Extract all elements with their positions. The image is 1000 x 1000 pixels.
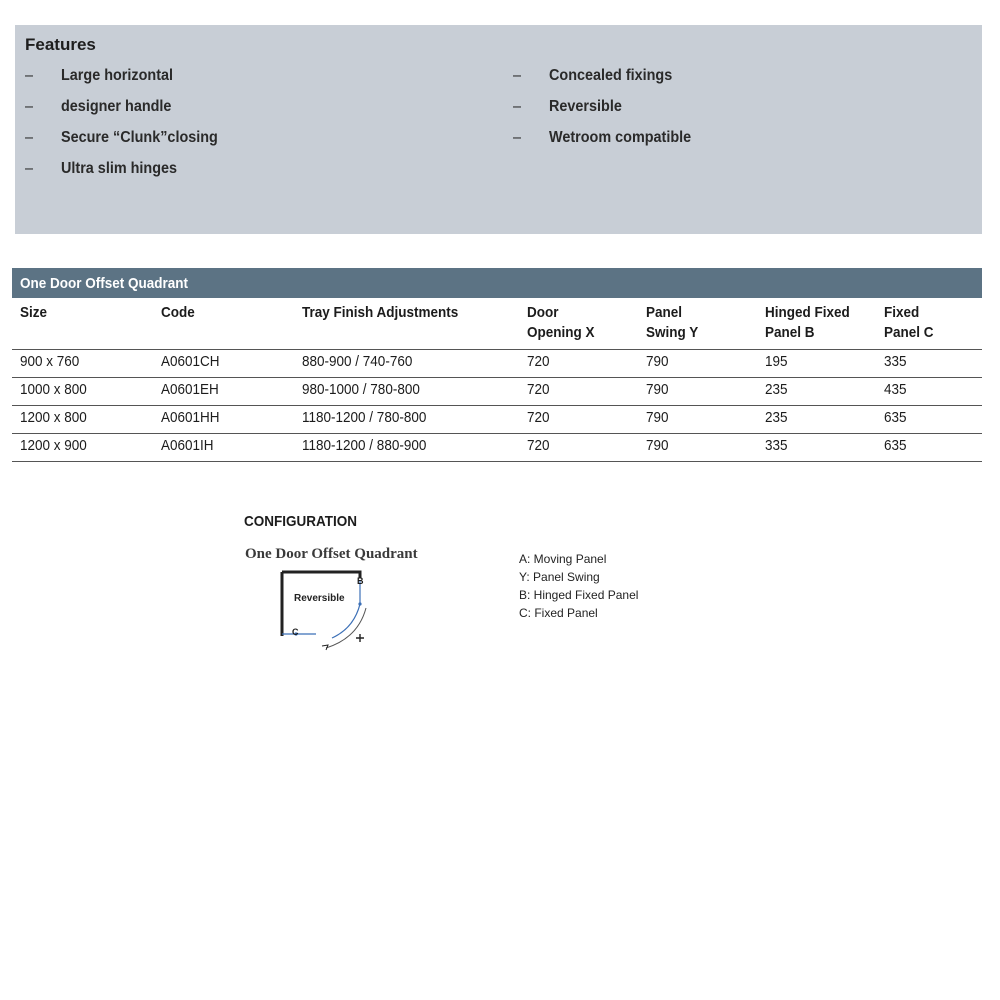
legend-item: Y: Panel Swing bbox=[519, 570, 600, 584]
cell-size: 1000 x 800 bbox=[12, 378, 153, 406]
features-list-left bbox=[25, 65, 239, 189]
cell-hinged-fixed: 335 bbox=[757, 434, 876, 462]
plus-marker bbox=[356, 634, 364, 642]
legend-item: B: Hinged Fixed Panel bbox=[519, 588, 639, 602]
cell-fixed-panel: 335 bbox=[876, 350, 982, 378]
bullet-dash: – bbox=[25, 160, 34, 177]
cell-panel-swing: 790 bbox=[638, 378, 757, 406]
feature-item bbox=[513, 65, 691, 96]
table-row bbox=[12, 434, 982, 462]
spec-table bbox=[12, 299, 982, 462]
col-header-tray-finish: Tray Finish Adjustments bbox=[294, 299, 519, 350]
table-row bbox=[12, 378, 982, 406]
cell-size: 1200 x 900 bbox=[12, 434, 153, 462]
table-header-row bbox=[12, 299, 982, 350]
feature-item bbox=[25, 158, 218, 189]
cell-tray-finish: 980-1000 / 780-800 bbox=[294, 378, 519, 406]
cell-code: A0601CH bbox=[153, 350, 294, 378]
swing-arrow-head bbox=[322, 645, 328, 650]
cell-door-opening: 720 bbox=[519, 434, 638, 462]
cell-tray-finish: 1180-1200 / 780-800 bbox=[294, 406, 519, 434]
col-header-fixed-panel: Fixed Panel C bbox=[876, 299, 982, 350]
feature-item bbox=[513, 96, 691, 127]
features-panel bbox=[15, 25, 982, 234]
table-title-bar bbox=[12, 268, 982, 298]
diagram-title: One Door Offset Quadrant bbox=[245, 546, 418, 562]
features-title: Features bbox=[25, 35, 96, 54]
cell-hinged-fixed: 235 bbox=[757, 378, 876, 406]
col-header-door-opening: Door Opening X bbox=[519, 299, 638, 350]
cell-fixed-panel: 635 bbox=[876, 434, 982, 462]
table-row bbox=[12, 406, 982, 434]
cell-panel-swing: 790 bbox=[638, 434, 757, 462]
cell-hinged-fixed: 195 bbox=[757, 350, 876, 378]
col-header-size: Size bbox=[12, 299, 153, 350]
cell-code: A0601EH bbox=[153, 378, 294, 406]
bullet-dash: – bbox=[25, 129, 34, 146]
bullet-dash: – bbox=[25, 67, 34, 84]
feature-text: Large horizontal bbox=[61, 67, 174, 84]
col-header-hinged-fixed: Hinged Fixed Panel B bbox=[757, 299, 876, 350]
cell-tray-finish: 1180-1200 / 880-900 bbox=[294, 434, 519, 462]
moving-panel-a bbox=[332, 604, 360, 638]
cell-code: A0601IH bbox=[153, 434, 294, 462]
table-row bbox=[12, 350, 982, 378]
cell-fixed-panel: 635 bbox=[876, 406, 982, 434]
feature-text: Secure “Clunk”closing bbox=[61, 129, 218, 146]
diagram-label-reversible: Reversible bbox=[294, 593, 345, 604]
legend-item: C: Fixed Panel bbox=[519, 606, 598, 620]
bullet-dash: – bbox=[513, 98, 522, 115]
cell-door-opening: 720 bbox=[519, 406, 638, 434]
cell-panel-swing: 790 bbox=[638, 406, 757, 434]
configuration-legend bbox=[519, 550, 638, 622]
feature-text: Reversible bbox=[549, 98, 622, 115]
feature-text: Wetroom compatible bbox=[549, 129, 692, 146]
feature-text: Concealed fixings bbox=[549, 67, 673, 84]
col-header-code: Code bbox=[153, 299, 294, 350]
diagram-label-b: B bbox=[357, 576, 364, 586]
bullet-dash: – bbox=[513, 67, 522, 84]
feature-text: designer handle bbox=[61, 98, 172, 115]
configuration-title: CONFIGURATION bbox=[244, 513, 357, 530]
cell-tray-finish: 880-900 / 740-760 bbox=[294, 350, 519, 378]
features-list-right bbox=[513, 65, 711, 158]
feature-item bbox=[513, 127, 691, 158]
cell-fixed-panel: 435 bbox=[876, 378, 982, 406]
col-header-panel-swing: Panel Swing Y bbox=[638, 299, 757, 350]
table-title: One Door Offset Quadrant bbox=[20, 275, 189, 292]
feature-item bbox=[25, 65, 218, 96]
cell-code: A0601HH bbox=[153, 406, 294, 434]
bullet-dash: – bbox=[513, 129, 522, 146]
cell-size: 900 x 760 bbox=[12, 350, 153, 378]
feature-item bbox=[25, 127, 218, 158]
cell-door-opening: 720 bbox=[519, 378, 638, 406]
feature-item bbox=[25, 96, 218, 127]
cell-panel-swing: 790 bbox=[638, 350, 757, 378]
hinge-dot bbox=[358, 602, 361, 605]
cell-door-opening: 720 bbox=[519, 350, 638, 378]
bullet-dash: – bbox=[25, 98, 34, 115]
diagram-label-c: C bbox=[292, 627, 299, 637]
cell-hinged-fixed: 235 bbox=[757, 406, 876, 434]
cell-size: 1200 x 800 bbox=[12, 406, 153, 434]
legend-item: A: Moving Panel bbox=[519, 552, 607, 566]
feature-text: Ultra slim hinges bbox=[61, 160, 178, 177]
